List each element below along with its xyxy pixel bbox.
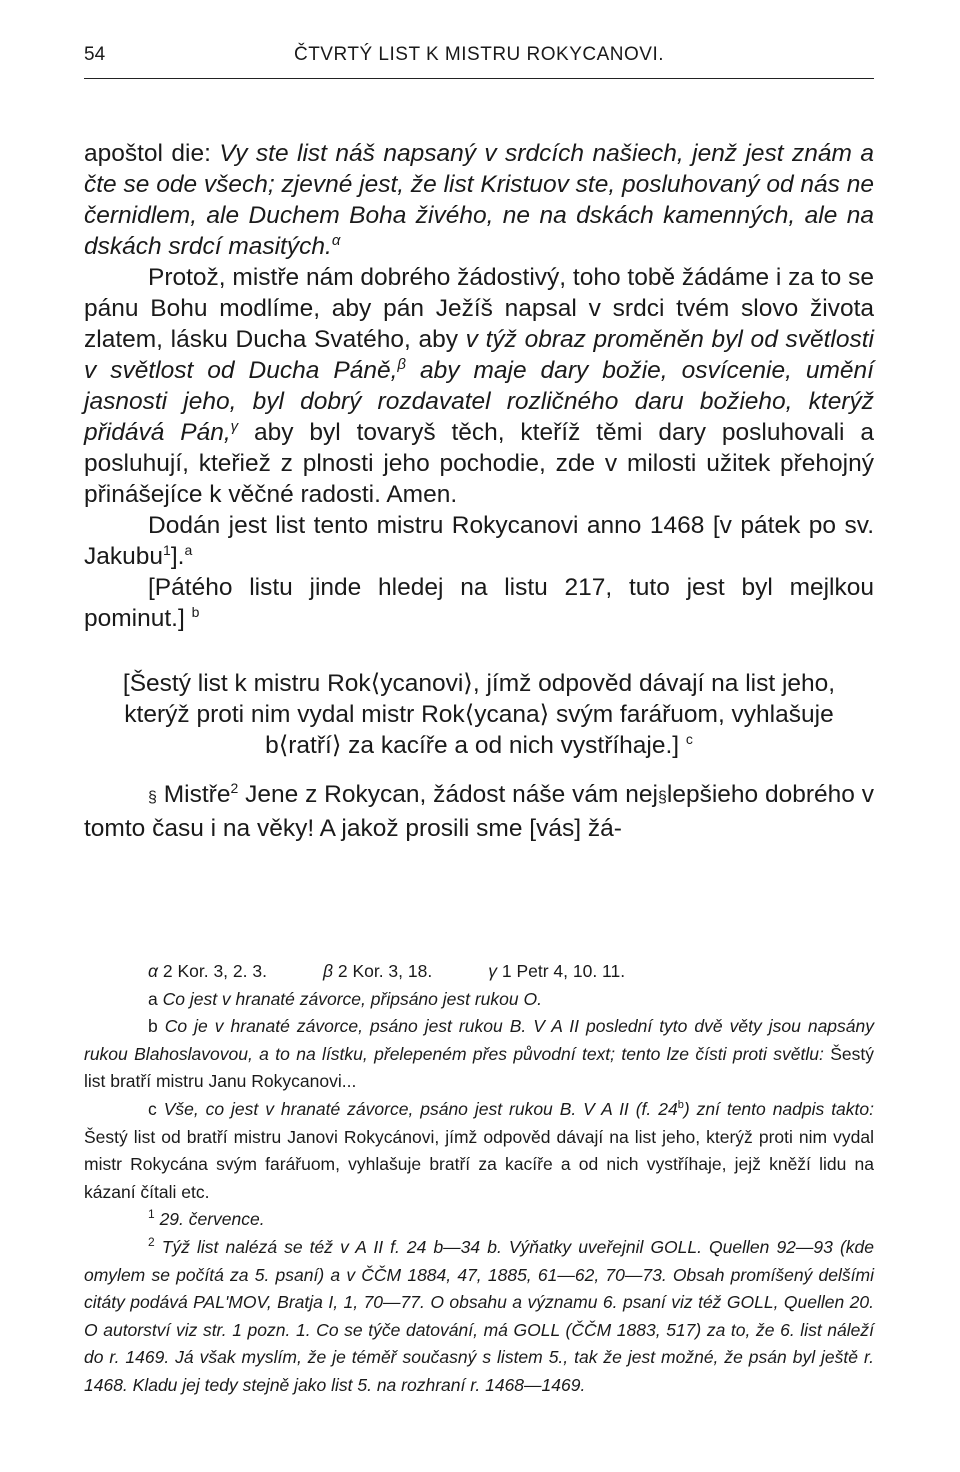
reference-alpha: α 2 Kor. 3, 2. 3.	[148, 961, 267, 981]
paragraph-4: [Pátého listu jinde hledej na listu 217, tuto jest byl mejlkou pominut.] $^b$	[84, 574, 874, 632]
running-title: ČTVRTÝ LIST K MISTRU ROKYCANOVI.	[293, 44, 665, 65]
section-symbol: §	[148, 789, 157, 806]
paragraph-1: apoštol die: Vy ste list náš napsaný v srdcích našiech, jenž jest znám a čte se ode všech; zjevné jest, že list Kristuov ste, posluhovaný od nás ne černidlem, ale Duchem Boha živého, ne na dskách kamenných, ale na dskách srdcí masitých.$^\alpha$	[84, 140, 874, 260]
header-rule	[84, 78, 874, 79]
footnote-b: b Co je v hranaté závorce, psáno jest rukou B. V A II poslední tyto dvě věty jsou napsány rukou Blahoslavovou, a to na lístku, přelepeném přes původní text; tento lze čísti proti světlu: Šestý list bratří mistru Janu Rokycanovi...	[84, 1016, 874, 1092]
footnote-2: $^2$ Týž list nalézá se též v A II f. 24 b—34 b. Výňatky uveřejnil GOLL. Quellen 92—93 (kde omylem se počítá za 5. psaní) a v ČČM 1884, 47, 1885, 61—62, 70—73. Obsah promíšený delšími citáty podává PAL'MOV, Bratja I, 1, 70—77. O obsahu a významu 6. psaní viz též GOLL, Quellen 20. O autorství viz str. 1 pozn. 1. Co se týče datování, má GOLL (ČČM 1883, 517) za to, že 6. list náleží do r. 1469. Já však myslím, že je téměř současný s listem 5., tak že jest možné, že psán byl ještě r. 1468. Kladu jej tedy stejně jako list 5. na rozhraní r. 1468—1469.	[84, 1234, 874, 1395]
footnote-a: a Co jest v hranaté závorce, připsáno jest rukou O.	[148, 988, 542, 1009]
section-symbol: §	[657, 789, 667, 806]
section-heading: [Šestý list k mistru Rok⟨ycanovi⟩, jímž odpověd dávají na list jeho, kterýž proti nim vydal mistr Rok⟨ycana⟩ svým farářuom, vyhlašuje b⟨ratří⟩ za kacíře a od nich vystříhaje.] $^c$	[122, 670, 836, 759]
footnotes	[84, 958, 874, 1400]
footnote-1: $^1$ 29. července.	[148, 1207, 265, 1230]
footnote-mark-gamma: γ	[230, 418, 239, 435]
reference-beta: β 2 Kor. 3, 18.	[322, 961, 433, 981]
main-text	[84, 138, 874, 844]
quote-italic: Vy ste list náš napsaný v srdcích našiech, jenž jest znám a čte se ode všech; zjevné jest, že list Kristuov ste, posluhovaný od nás ne černidlem, ale Duchem Boha živého, ne na dskách kamenných, ale na dskách srdcí masitých.	[84, 140, 874, 260]
bible-references	[84, 958, 874, 986]
footnote-c: c Vše, co jest v hranaté závorce, psáno jest rukou B. V A II (f. 24$^b$) zní tento nadpis takto: Šestý list od bratří mistru Janovi Rokycánovi, jímž odpověd dávají na list jeho, kterýž proti nim vydal mistr Rokycána svým farářuom, vyhlašuje bratří za kacíře a od nich vystříhaje, jejž kněží lidu na kázaní čítali etc.	[84, 1098, 874, 1202]
page-header	[84, 44, 874, 78]
paragraph-2: Protož, mistře nám dobrého žádostivý, toho tobě žádáme i za to se pánu Bohu modlíme, aby pán Ježíš napsal v srdci tvém slovo života zlatem, lásku Ducha Svatého, aby v týž obraz proměněn byl od světlosti v světlost od Ducha Páně,$^\beta$ aby maje dary božie, osvícenie, umění jasnosti jeho, byl dobrý rozdavatel rozličného daru božieho, kterýž přidává Pán,$^\gamma$ aby byl tovaryš těch, kteříž těmi dary posluhovali a posluhují, kteřiež z plnosti jeho pochodie, zde v milosti užitek přehojný přinášejíce k věčné radosti. Amen.	[84, 264, 875, 508]
reference-gamma: γ 1 Petr 4, 10. 11.	[488, 961, 626, 981]
paragraph-5: § Mistře$^2$ Jene z Rokycan, žádost náše vám nej§lepšieho dobrého v tomto času i na věky! A jakož prosili sme [vás] žá-	[84, 780, 874, 842]
page-number: 54	[84, 44, 106, 65]
footnote-mark-beta: β	[397, 356, 406, 373]
footnote-mark-alpha: α	[331, 232, 341, 249]
paragraph-3: Dodán jest list tento mistru Rokycanovi anno 1468 [v pátek po sv. Jakubu$^1$].$^a$	[84, 512, 874, 570]
